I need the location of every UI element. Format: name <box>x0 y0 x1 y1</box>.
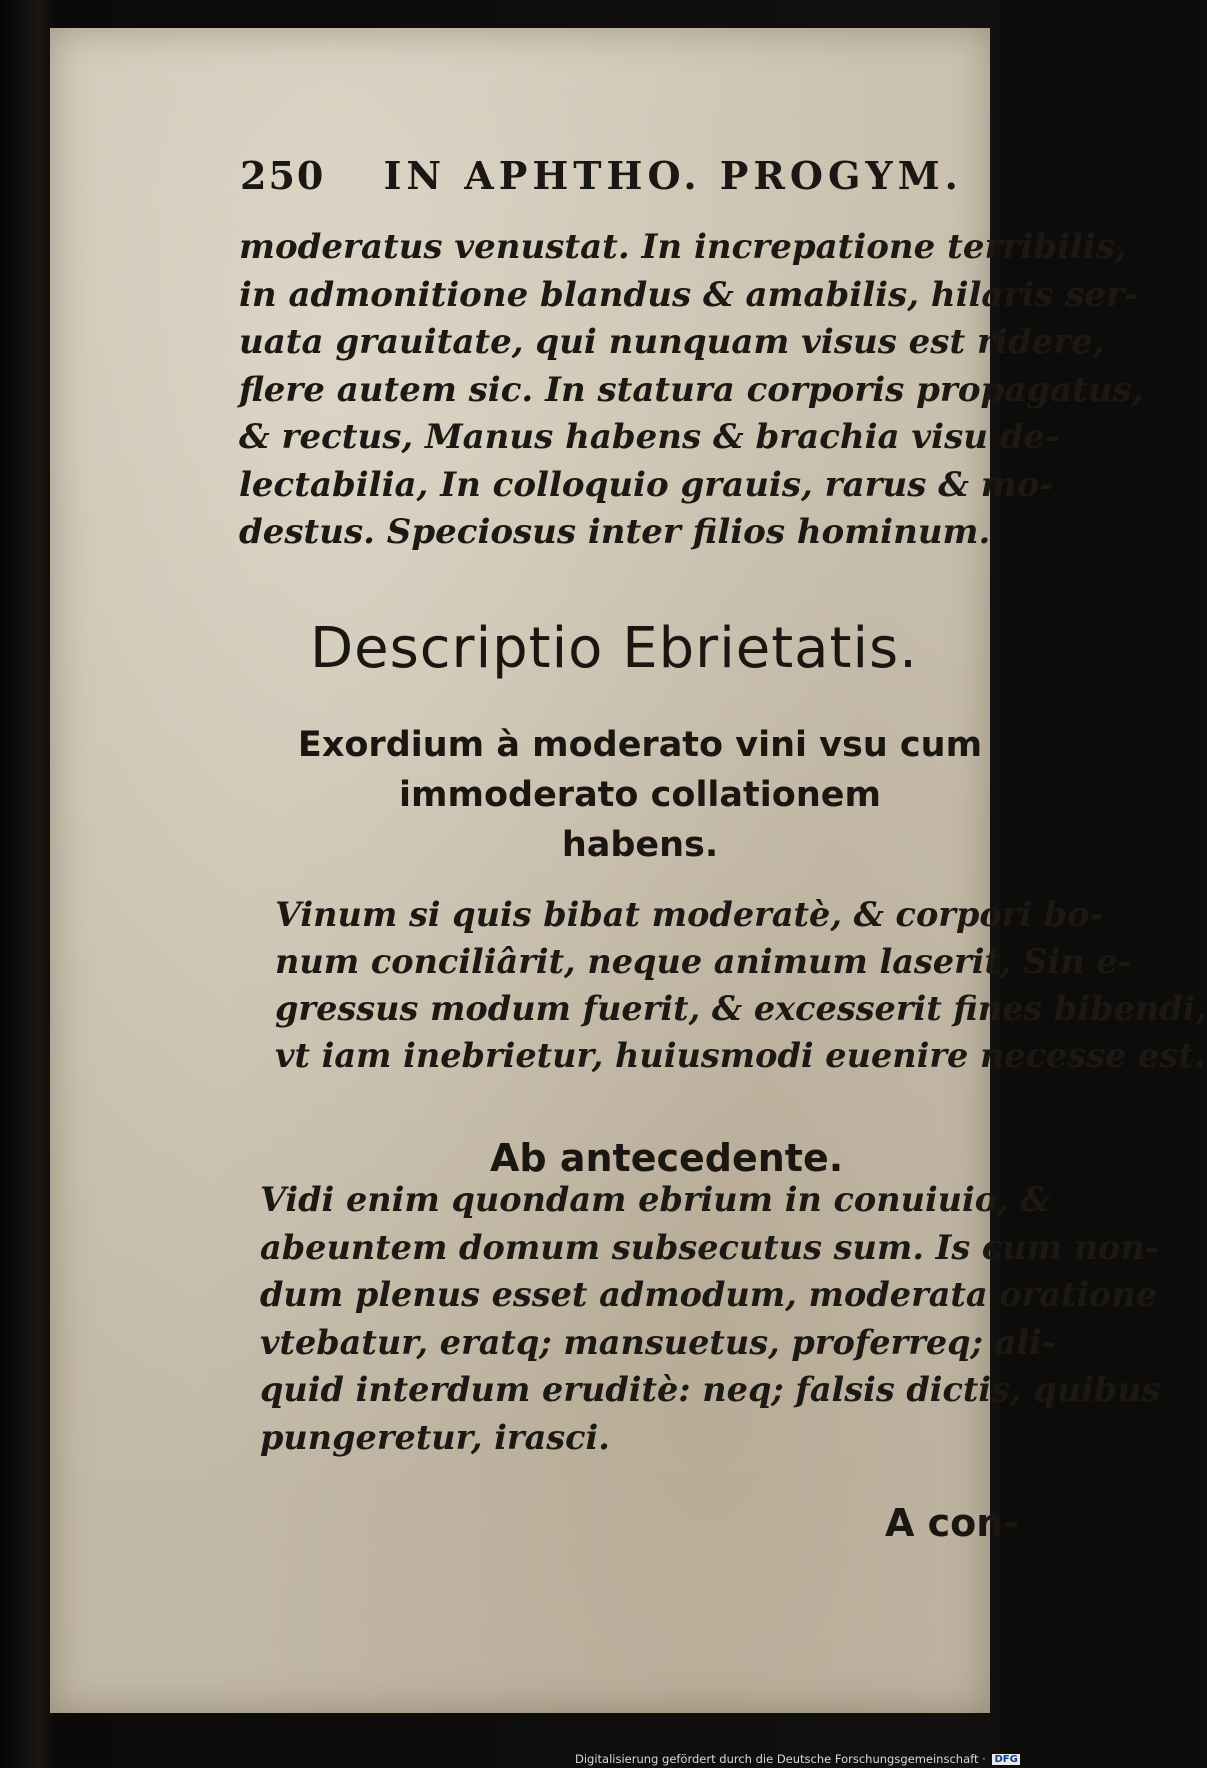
text-line: Vinum si quis bibat moderatè, & corpori bo- <box>275 895 1104 934</box>
running-title: IN APHTHO. PROGYM. <box>383 153 963 198</box>
page-number: 250 <box>240 153 326 198</box>
text-line: in admonitione blandus & amabilis, hilaris ser- <box>239 274 1139 315</box>
text-line: dum plenus esset admodum, moderata oratione <box>260 1275 1158 1314</box>
paragraph-antecedent <box>260 1176 1161 1461</box>
section-title: Descriptio Ebrietatis. <box>310 616 918 681</box>
text-line: gressus modum fuerit, & excesserit fines bibendi, <box>275 989 1207 1028</box>
exordium-heading <box>270 720 1010 870</box>
paragraph-exordium <box>275 891 1207 1079</box>
credit-text: Digitalisierung gefördert durch die Deutsche Forschungsgemeinschaft · <box>575 1752 986 1766</box>
catchword: A con- <box>885 1501 1020 1545</box>
heading-line: habens. <box>561 825 719 865</box>
heading-line: immoderato collationem <box>399 775 881 815</box>
text-line: destus. Speciosus inter filios hominum. <box>239 512 991 552</box>
book-page <box>50 28 1207 1713</box>
text-line: & rectus, Manus habens & brachia visu de- <box>239 417 1060 457</box>
text-line: vtebatur, eratq; mansuetus, proferreq; ali- <box>260 1322 1056 1362</box>
text-line: quid interdum eruditè: neq; falsis dictis, quibus <box>260 1370 1161 1409</box>
text-line: Vidi enim quondam ebrium in conuiuio, & <box>260 1180 1051 1219</box>
text-line: flere autem sic. In statura corporis propagatus, <box>239 369 1144 410</box>
running-header <box>240 153 963 198</box>
paragraph-description-end <box>239 224 1144 557</box>
text-line: vt iam inebrietur, huiusmodi euenire necesse est. <box>275 1036 1206 1075</box>
dfg-logo: DFG <box>994 1754 1018 1765</box>
antecedent-heading: Ab antecedente. <box>490 1136 844 1180</box>
text-line: num conciliârit, neque animum laserit, Sin e- <box>275 942 1132 981</box>
text-line: abeuntem domum subsecutus sum. Is cum non- <box>260 1227 1159 1267</box>
text-line: moderatus venustat. In increpatione terribilis, <box>239 227 1127 267</box>
text-line: lectabilia, In colloquio grauis, rarus & mo- <box>239 464 1054 505</box>
text-line: pungeretur, irasci. <box>260 1417 610 1457</box>
text-line: uata grauitate, qui nunquam visus est ridere, <box>239 322 1105 362</box>
heading-line: Exordium à moderato vini vsu cum <box>297 725 983 765</box>
digitization-credit <box>575 1752 1020 1766</box>
